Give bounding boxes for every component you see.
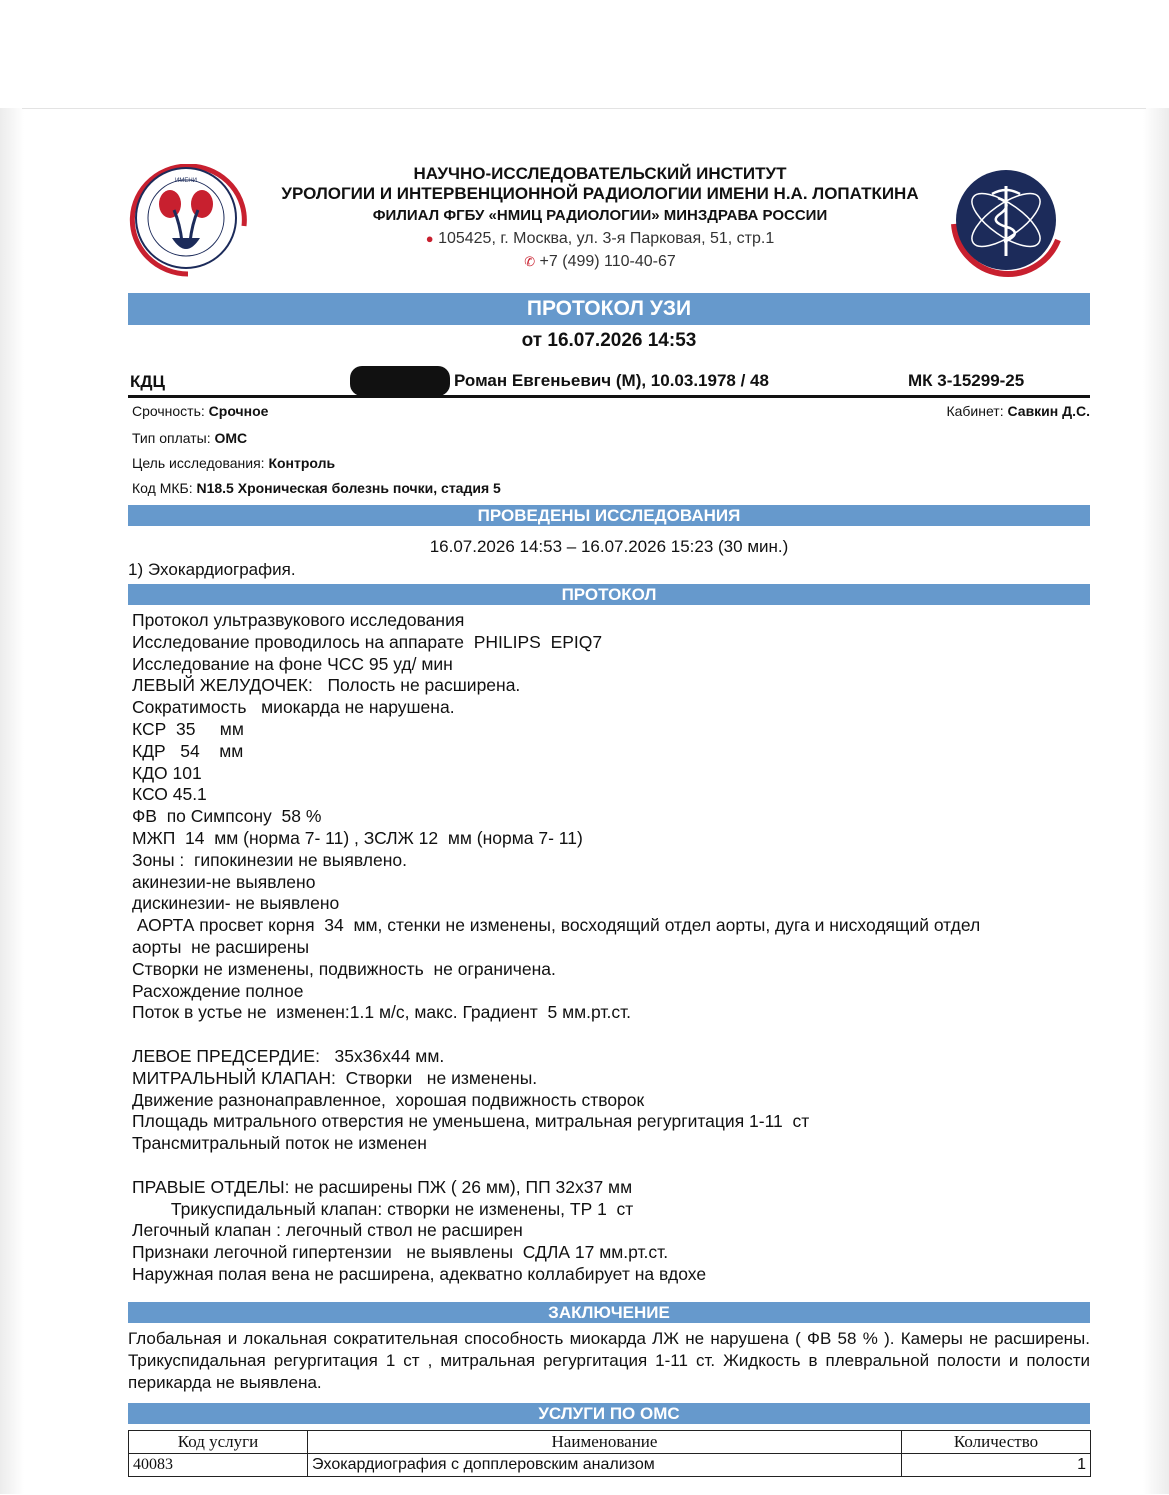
service-qty: 1 <box>902 1454 1091 1477</box>
page-shadow-right <box>1143 108 1169 1494</box>
urgency: Срочность: Срочное <box>132 403 269 419</box>
protocol-heading: ПРОТОКОЛ <box>128 584 1090 605</box>
patient-divider <box>128 395 1090 398</box>
protocol-line: МИТРАЛЬНЫЙ КЛАПАН: Створки не изменены. <box>132 1067 538 1088</box>
svg-text:ИМЕНИ: ИМЕНИ <box>175 178 197 184</box>
studies-heading: ПРОВЕДЕНЫ ИССЛЕДОВАНИЯ <box>128 505 1090 526</box>
service-name: Эхокардиография с допплеровским анализом <box>308 1454 902 1477</box>
institute-name-line3: ФИЛИАЛ ФГБУ «НМИЦ РАДИОЛОГИИ» МИНЗДРАВА РОССИИ <box>372 207 828 224</box>
institute-name-line1: НАУЧНО-ИССЛЕДОВАТЕЛЬСКИЙ ИНСТИТУТ <box>413 164 787 183</box>
protocol-line: Исследование на фоне ЧСС 95 уд/ мин <box>132 653 453 674</box>
protocol-line: ФВ по Симпсону 58 % <box>132 806 322 827</box>
protocol-line: Створки не изменены, подвижность не ограничена. <box>132 958 556 979</box>
study-goal: Цель исследования: Контроль <box>132 455 336 471</box>
protocol-line: АОРТА просвет корня 34 мм, стенки не изменены, восходящий отдел аорты, дуга и нисходящий отдел <box>132 915 981 936</box>
phone-row <box>240 253 960 271</box>
services-header-row <box>129 1431 1091 1454</box>
protocol-line: Протокол ультразвукового исследования <box>132 610 465 630</box>
protocol-line: Признаки легочной гипертензии не выявлены СДЛА 17 мм.рт.ст. <box>132 1242 669 1263</box>
conclusion-text: Глобальная и локальная сократительная способность миокарда ЛЖ не нарушена ( ФВ 58 % ). Камеры не расширены. Трикуспидальная регургитация 1 ст , митральная регургитация 1-11 ст. Жидкость в плевральной полости и полости перикарда не выявлена. <box>128 1329 1090 1392</box>
table-row <box>129 1454 1091 1477</box>
page-shadow-left <box>0 108 24 1494</box>
protocol-line: дискинезии- не выявлено <box>132 893 340 914</box>
protocol-line: КДО 101 <box>132 762 202 783</box>
protocol-line: КСР 35 мм <box>132 719 244 739</box>
institute-logo-left <box>126 164 250 278</box>
protocol-line: ЛЕВЫЙ ЖЕЛУДОЧЕК: Полость не расширена. <box>132 675 521 696</box>
phone-text: +7 (499) 110-40-67 <box>539 253 676 270</box>
protocol-line: Легочный клапан : легочный ствол не расширен <box>132 1220 523 1241</box>
protocol-line: ЛЕВОЕ ПРЕДСЕРДИЕ: 35x36x44 мм. <box>132 1046 445 1066</box>
protocol-line: Площадь митрального отверстия не уменьшена, митральная регургитация 1-11 ст <box>132 1111 810 1132</box>
institute-name-line2: УРОЛОГИИ И ИНТЕРВЕНЦИОННОЙ РАДИОЛОГИИ ИМЕНИ Н.А. ЛОПАТКИНА <box>281 184 919 203</box>
cabinet: Кабинет: Савкин Д.С. <box>946 403 1090 419</box>
department: КДЦ <box>130 372 165 391</box>
icd-code: Код МКБ: N18.5 Хроническая болезнь почки, стадия 5 <box>132 480 501 496</box>
column-name: Наименование <box>308 1431 902 1454</box>
protocol-line: Трансмитральный поток не изменен <box>132 1133 427 1154</box>
services-heading: УСЛУГИ ПО ОМС <box>128 1403 1090 1424</box>
protocol-line: Зоны : гипокинезии не выявлено. <box>132 849 407 870</box>
institute-logo-right <box>948 164 1068 280</box>
payment-type: Тип оплаты: ОМС <box>132 430 248 446</box>
protocol-line: КДР 54 мм <box>132 740 244 761</box>
conclusion-heading: ЗАКЛЮЧЕНИЕ <box>128 1302 1090 1323</box>
protocol-line: МЖП 14 мм (норма 7- 11) , ЗСЛЖ 12 мм (норма 7- 11) <box>132 828 583 848</box>
protocol-line: аорты не расширены <box>132 937 310 957</box>
protocol-date: от 16.07.2026 14:53 <box>521 330 697 351</box>
protocol-line: акинезии-не выявлено <box>132 871 316 892</box>
study-item: 1) Эхокардиография. <box>128 560 296 579</box>
protocol-line: КСО 45.1 <box>132 784 207 805</box>
protocol-line: Исследование проводилось на аппарате PHILIPS EPIQ7 <box>132 631 603 652</box>
address-text: 105425, г. Москва, ул. 3-я Парковая, 51, стр.1 <box>438 230 775 247</box>
redacted-surname <box>350 366 450 396</box>
medical-card-number: МК 3-15299-25 <box>908 371 1025 390</box>
protocol-title: ПРОТОКОЛ УЗИ <box>128 293 1090 325</box>
map-pin-icon: ● <box>425 231 434 246</box>
protocol-line: Поток в устье не изменен:1.1 м/с, макс. Градиент 5 мм.рт.ст. <box>132 1002 632 1023</box>
protocol-line: Движение разнонаправленное, хорошая подвижность створок <box>132 1089 645 1110</box>
protocol-line: ПРАВЫЕ ОТДЕЛЫ: не расширены ПЖ ( 26 мм), ПП 32x37 мм <box>132 1176 633 1197</box>
study-time: 16.07.2026 14:53 – 16.07.2026 15:23 (30 мин.) <box>429 537 789 556</box>
phone-icon: ✆ <box>524 254 536 269</box>
service-code: 40083 <box>129 1454 308 1477</box>
patient-name: Роман Евгеньевич (М), 10.03.1978 / 48 <box>454 371 769 390</box>
address-row <box>240 230 960 248</box>
protocol-line: Сократимость миокарда не нарушена. <box>132 697 455 718</box>
protocol-line: Трикуспидальный клапан: створки не изменены, ТР 1 ст <box>132 1198 634 1219</box>
column-qty: Количество <box>902 1431 1091 1454</box>
protocol-line: Наружная полая вена не расширена, адекватно коллабирует на вдохе <box>132 1264 707 1284</box>
column-code: Код услуги <box>129 1431 308 1454</box>
protocol-line: Расхождение полное <box>132 980 304 1001</box>
services-table <box>128 1430 1091 1477</box>
